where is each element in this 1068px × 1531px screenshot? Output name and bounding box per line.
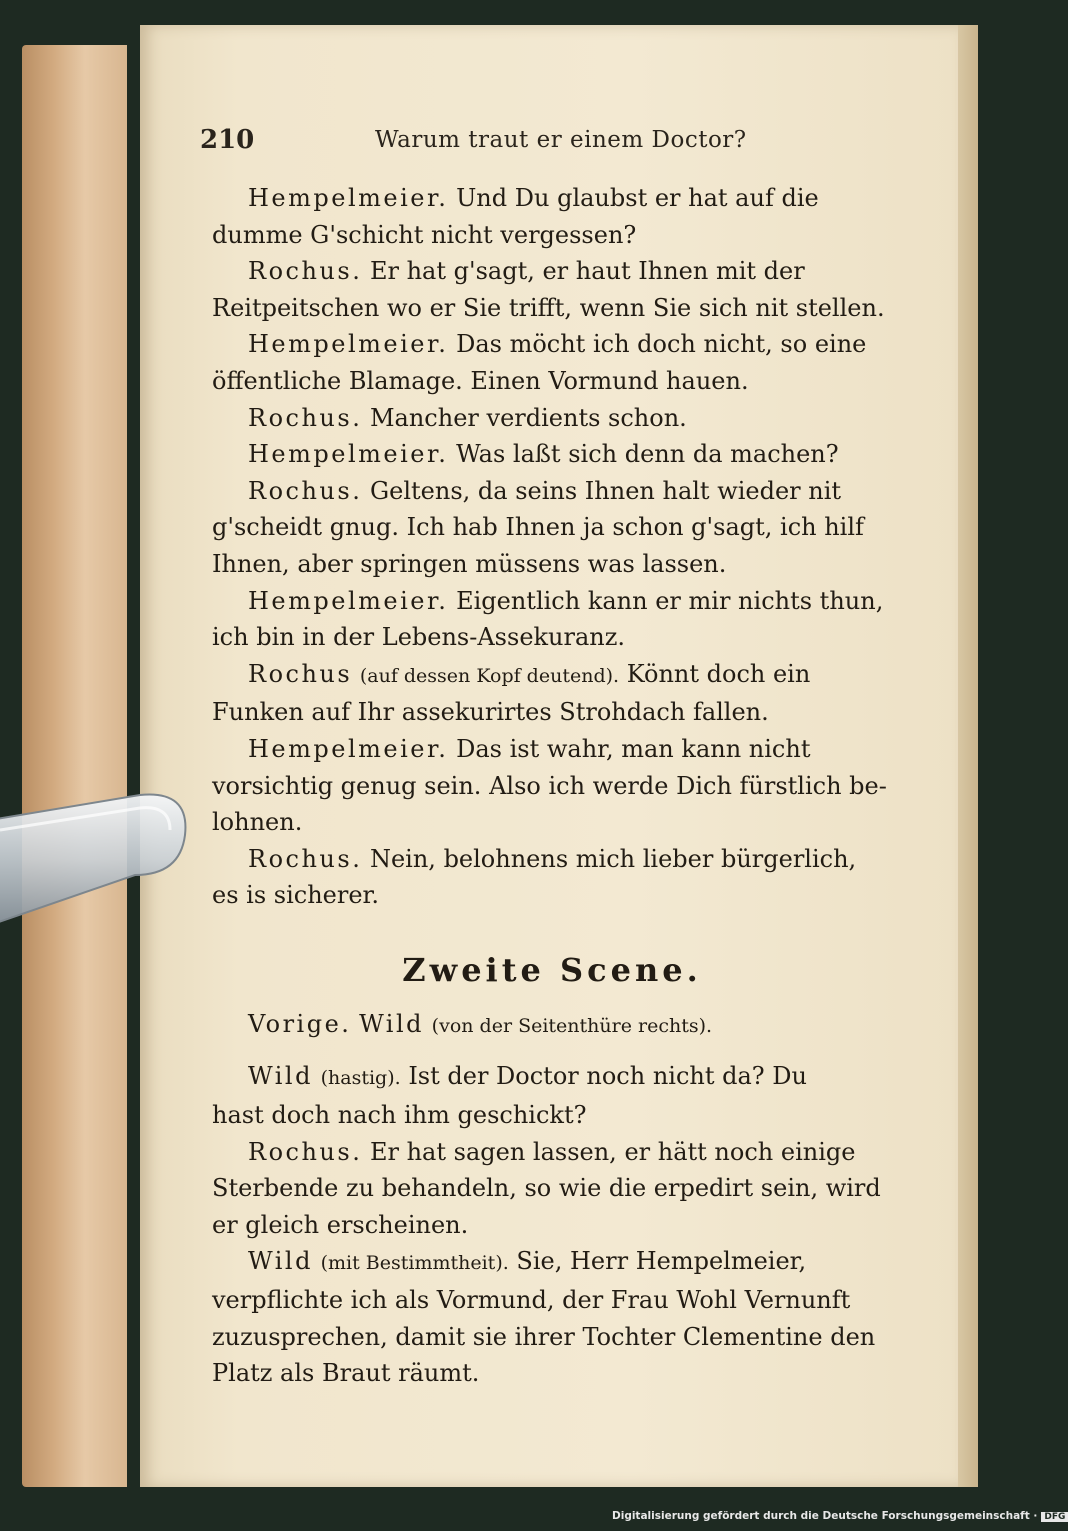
text-line	[212, 1282, 892, 1319]
line-text: Das möcht ich doch nicht, so eine	[456, 330, 867, 359]
speaker-name: Rochus.	[248, 844, 363, 873]
page-header	[200, 125, 890, 161]
line-text: vorsichtig genug sein. Also ich werde Dich fürstlich be-	[212, 771, 887, 800]
cast-name: Wild	[359, 1009, 425, 1038]
text-line	[212, 180, 892, 217]
text-line	[212, 1170, 892, 1207]
text-line	[212, 1243, 892, 1282]
line-text: Er hat g'sagt, er haut Ihnen mit der	[369, 257, 805, 286]
text-line	[212, 841, 892, 878]
line-text: er gleich erscheinen.	[212, 1210, 469, 1239]
dialogue-paragraph	[212, 583, 892, 656]
dialogue-paragraph	[212, 731, 892, 841]
text-line	[212, 731, 892, 768]
running-title: Warum traut er einem Doctor?	[375, 127, 747, 153]
text-line	[212, 656, 892, 695]
dialogue-block-2	[212, 1058, 892, 1391]
line-text: zuzusprechen, damit sie ihrer Tochter Clementine den	[212, 1322, 876, 1351]
book-page-edges	[22, 45, 127, 1487]
text-line	[212, 694, 892, 731]
line-text: lohnen.	[212, 808, 303, 837]
line-text: Sie, Herr Hempelmeier,	[516, 1247, 807, 1276]
scene-cast-line	[212, 1006, 892, 1045]
stage-direction: (mit Bestimmtheit).	[320, 1252, 509, 1275]
text-line	[212, 1207, 892, 1244]
line-text: Platz als Braut räumt.	[212, 1359, 480, 1388]
text-line	[212, 804, 892, 841]
line-text: hast doch nach ihm geschickt?	[212, 1101, 587, 1130]
line-text: Ihnen, aber springen müssens was lassen.	[212, 549, 727, 578]
speaker-name: Rochus.	[248, 476, 363, 505]
text-line	[212, 1319, 892, 1356]
text-line	[212, 436, 892, 473]
text-line	[212, 1134, 892, 1171]
text-line	[212, 768, 892, 805]
page-number: 210	[200, 125, 255, 155]
speaker-name: Hempelmeier.	[248, 734, 449, 763]
line-text: öffentliche Blamage. Einen Vormund hauen.	[212, 366, 749, 395]
line-text: Könnt doch ein	[626, 659, 811, 688]
dialogue-paragraph	[212, 400, 892, 437]
text-line	[212, 546, 892, 583]
text-line	[212, 473, 892, 510]
dialogue-paragraph	[212, 326, 892, 399]
page-body	[212, 180, 892, 1392]
line-text: dumme G'schicht nicht vergessen?	[212, 220, 637, 249]
dialogue-paragraph	[212, 473, 892, 583]
cast-prefix: Vorige.	[248, 1009, 352, 1038]
text-line	[212, 619, 892, 656]
text-line	[212, 363, 892, 400]
footer-text: Digitalisierung gefördert durch die Deutsche Forschungsgemeinschaft ·	[612, 1510, 1038, 1522]
text-line	[212, 1058, 892, 1097]
page-clip	[0, 790, 190, 930]
speaker-name: Hempelmeier.	[248, 586, 449, 615]
dialogue-paragraph	[212, 1134, 892, 1244]
text-line	[212, 583, 892, 620]
footer-credit	[612, 1510, 1068, 1522]
text-line	[212, 400, 892, 437]
line-text: Er hat sagen lassen, er hätt noch einige	[369, 1137, 856, 1166]
speaker-name: Hempelmeier.	[248, 184, 449, 212]
text-line	[212, 1355, 892, 1392]
stage-direction: (hastig).	[320, 1067, 401, 1090]
line-text: Funken auf Ihr assekurirtes Strohdach fallen.	[212, 698, 769, 727]
dialogue-paragraph	[212, 253, 892, 326]
speaker-name: Wild	[248, 1247, 313, 1276]
text-line	[212, 217, 892, 254]
line-text: g'scheidt gnug. Ich hab Ihnen ja schon g'sagt, ich hilf	[212, 513, 864, 542]
line-text: verpflichte ich als Vormund, der Frau Wohl Vernunft	[212, 1286, 851, 1315]
speaker-name: Rochus.	[248, 257, 363, 286]
line-text: Was laßt sich denn da machen?	[456, 440, 839, 469]
line-text: Das ist wahr, man kann nicht	[456, 734, 811, 763]
page-right-edge	[958, 25, 978, 1487]
speaker-name: Rochus.	[248, 403, 363, 432]
dialogue-paragraph	[212, 1243, 892, 1391]
text-line	[212, 290, 892, 327]
line-text: Mancher verdients schon.	[369, 403, 687, 432]
text-line	[212, 1097, 892, 1134]
line-text: Sterbende zu behandeln, so wie die erpedirt sein, wird	[212, 1174, 881, 1203]
speaker-name: Rochus.	[248, 1137, 363, 1166]
speaker-name: Hempelmeier.	[248, 440, 449, 469]
dialogue-paragraph	[212, 656, 892, 731]
speaker-name: Wild	[248, 1062, 313, 1091]
stage-direction: (auf dessen Kopf deutend).	[359, 664, 620, 687]
line-text: ich bin in der Lebens-Assekuranz.	[212, 623, 626, 652]
text-line	[212, 253, 892, 290]
line-text: Geltens, da seins Ihnen halt wieder nit	[369, 476, 842, 505]
line-text: Und Du glaubst er hat auf die	[456, 184, 819, 212]
dialogue-paragraph	[212, 841, 892, 914]
dialogue-paragraph	[212, 436, 892, 473]
speaker-name: Hempelmeier.	[248, 330, 449, 359]
dialogue-block-1	[212, 180, 892, 914]
cast-direction: (von der Seitenthüre rechts).	[431, 1014, 713, 1037]
dialogue-paragraph	[212, 180, 892, 253]
speaker-name: Rochus	[248, 659, 353, 688]
line-text: Ist der Doctor noch nicht da? Du	[408, 1062, 807, 1091]
scene-title: Zweite Scene.	[402, 950, 702, 989]
text-line	[212, 877, 892, 914]
text-line	[212, 509, 892, 546]
line-text: es is sicherer.	[212, 881, 380, 910]
line-text: Nein, belohnens mich lieber bürgerlich,	[369, 844, 857, 873]
text-line	[212, 326, 892, 363]
dfg-logo: DFG	[1041, 1512, 1068, 1522]
dialogue-paragraph	[212, 1058, 892, 1133]
line-text: Eigentlich kann er mir nichts thun,	[456, 586, 884, 615]
line-text: Reitpeitschen wo er Sie trifft, wenn Sie sich nit stellen.	[212, 293, 885, 322]
